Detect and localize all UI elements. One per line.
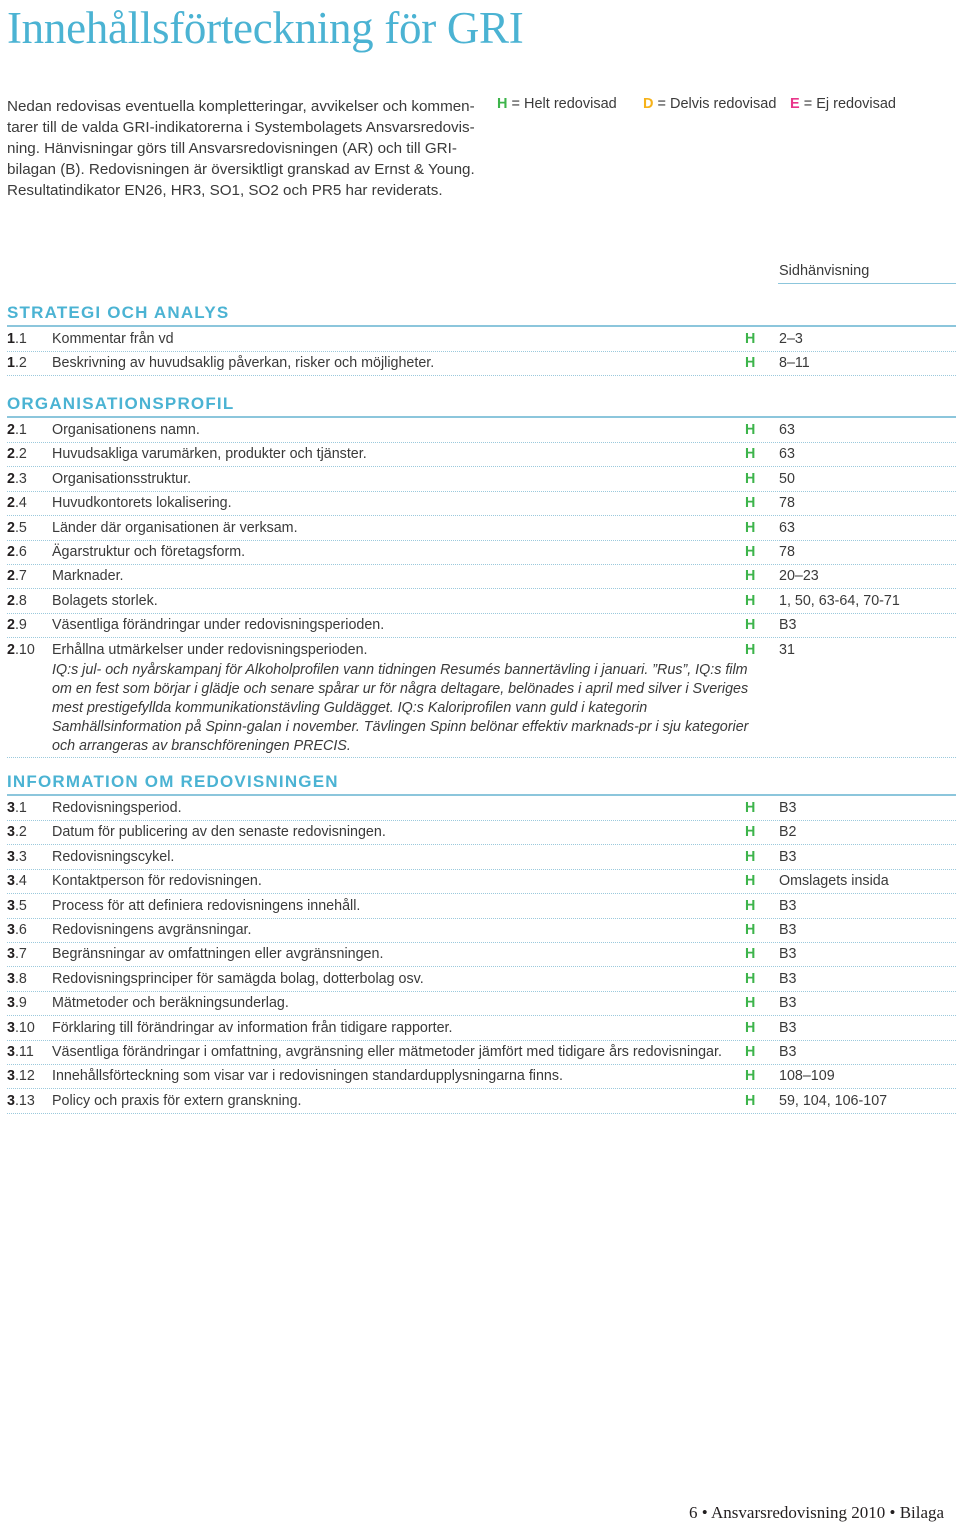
indicator-major: 3	[7, 1092, 15, 1109]
intro-line: bilagan (B). Redovisningen är översiktligt granskad av Ernst & Young.	[7, 161, 475, 178]
indicator-minor: .11	[14, 1044, 34, 1060]
legend-label: = Ej redovisad	[803, 96, 896, 112]
page-reference: B3	[779, 995, 797, 1012]
indicator-major: 3	[7, 946, 15, 963]
indicator-description: Organisationens namn.	[52, 422, 200, 438]
intro-line: ning. Hänvisningar görs till Ansvarsredovisningen (AR) och till GRI-	[7, 140, 457, 157]
indicator-description: Länder där organisationen är verksam.	[52, 519, 298, 536]
indicator-minor: .1	[14, 800, 27, 816]
indicator-minor: .10	[14, 641, 35, 658]
indicator-description: Mätmetoder och beräkningsunderlag.	[52, 995, 289, 1012]
footer-separator: •	[889, 1503, 896, 1522]
indicator-minor: .3	[14, 470, 27, 487]
indicator-number	[7, 824, 27, 840]
index-row	[7, 491, 956, 516]
indicator-number	[7, 471, 27, 487]
indicator-number	[7, 1093, 35, 1109]
indicator-description: Förklaring till förändringar av information från tidigare rapporter.	[52, 1019, 453, 1036]
indicator-minor: .4	[14, 873, 27, 890]
indicator-description: Redovisningsperiod.	[52, 800, 182, 816]
legend-label: = Delvis redovisad	[657, 96, 777, 112]
page-reference: B3	[779, 897, 797, 914]
page-reference: 63	[779, 519, 795, 536]
page-reference: 20–23	[779, 568, 819, 585]
index-row	[7, 845, 956, 870]
legend-label: = Helt redovisad	[511, 96, 617, 112]
index-row	[7, 967, 956, 992]
indicator-number	[7, 544, 27, 560]
status-badge: H	[745, 995, 756, 1012]
index-row	[7, 638, 956, 758]
footer-separator: •	[701, 1503, 708, 1522]
indicator-minor: .8	[14, 592, 27, 609]
page-footer	[689, 1503, 944, 1523]
indicator-number	[7, 800, 27, 816]
indicator-description: Redovisningens avgränsningar.	[52, 922, 252, 938]
indicator-major: 2	[7, 641, 15, 658]
note-line: IQ:s jul- och nyårskampanj för Alkoholprofilen vann tidningen Resumés bannertävling i januari. ”Rus”, IQ:s film	[52, 661, 748, 678]
indicator-description: Innehållsförteckning som visar var i redovisningen standardupplysningarna finns.	[52, 1068, 564, 1085]
indicator-minor: .6	[14, 544, 27, 560]
indicator-major: 2	[7, 617, 15, 634]
index-row	[7, 991, 956, 1016]
index-row	[7, 564, 956, 589]
page-reference: B3	[779, 800, 797, 816]
indicator-description: Redovisningsprinciper för samägda bolag, dotterbolag osv.	[52, 970, 424, 987]
indicator-minor: .5	[14, 519, 27, 536]
indicator-description: Ägarstruktur och företagsform.	[52, 544, 246, 560]
page-reference: B3	[779, 617, 797, 634]
indicator-description: Bolagets storlek.	[52, 592, 158, 609]
indicator-minor: .9	[14, 995, 27, 1012]
page-reference: B3	[779, 1019, 797, 1036]
indicator-number	[7, 1044, 34, 1060]
indicator-major: 3	[7, 848, 15, 865]
note-line: mest prestigefyllda kommunikationstävling Guldägget. IQ:s Kaloriprofilen vann guld i kategorin	[52, 699, 648, 716]
indicator-number	[7, 1020, 35, 1036]
indicator-major: 2	[7, 470, 15, 487]
index-row	[7, 351, 956, 376]
indicator-major: 3	[7, 922, 15, 938]
indicator-minor: .2	[14, 446, 27, 463]
status-badge: H	[745, 592, 756, 609]
indicator-number	[7, 849, 27, 865]
indicator-number	[7, 922, 27, 938]
section-title: ORGANISATIONSPROFIL	[7, 394, 235, 413]
status-badge: H	[745, 1068, 756, 1085]
indicator-description: Kommentar från vd	[52, 331, 174, 347]
status-badge: H	[745, 519, 756, 536]
indicator-minor: .10	[14, 1019, 35, 1036]
page-reference: 2–3	[779, 331, 803, 347]
indicator-note	[52, 661, 752, 756]
status-badge: H	[745, 422, 756, 438]
legend-delvis	[643, 96, 776, 112]
index-row	[7, 418, 956, 443]
index-row	[7, 894, 956, 919]
indicator-minor: .2	[14, 824, 27, 841]
indicator-major: 3	[7, 1044, 15, 1060]
status-badge: H	[745, 641, 756, 658]
indicator-description: Datum för publicering av den senaste redovisningen.	[52, 824, 386, 841]
indicator-minor: .1	[14, 331, 27, 347]
indicator-number	[7, 617, 27, 633]
indicator-minor: .9	[14, 617, 27, 634]
page-reference: B3	[779, 1044, 797, 1060]
indicator-number	[7, 873, 27, 889]
page-reference-header: Sidhänvisning	[779, 263, 870, 279]
status-badge: H	[745, 617, 756, 634]
note-line: och arrangeras av branschföreningen PRECIS.	[52, 737, 351, 754]
indicator-minor: .8	[14, 970, 27, 987]
indicator-description: Väsentliga förändringar i omfattning, avgränsning eller mätmetoder jämfört med tidigare års redovisningar.	[52, 1044, 722, 1060]
indicator-major: 3	[7, 873, 15, 890]
indicator-major: 1	[7, 331, 15, 347]
status-badge: H	[745, 848, 756, 865]
page-reference: 50	[779, 470, 795, 487]
index-row	[7, 442, 956, 467]
note-line: Samhällsinformation på Spinn-galan i november. Tävlingen Spinn belönar effektiv marknads-pr i sju kategorier	[52, 718, 749, 735]
page-title: Innehållsförteckning för GRI	[7, 3, 524, 53]
legend-code: H	[497, 96, 508, 112]
status-badge: H	[745, 873, 756, 890]
indicator-number	[7, 331, 27, 347]
footer-part: Bilaga	[899, 1503, 945, 1522]
status-badge: H	[745, 1092, 756, 1109]
indicator-major: 2	[7, 592, 15, 609]
indicator-description: Väsentliga förändringar under redovisningsperioden.	[52, 617, 385, 634]
page-reference: 63	[779, 446, 795, 463]
intro-line: Resultatindikator EN26, HR3, SO1, SO2 och PR5 har reviderats.	[7, 182, 443, 199]
status-badge: H	[745, 495, 756, 512]
indicator-minor: .2	[14, 355, 27, 372]
status-badge: H	[745, 544, 756, 560]
indicator-minor: .4	[14, 495, 27, 512]
section-title: INFORMATION OM REDOVISNINGEN	[7, 772, 339, 791]
page-reference: B3	[779, 848, 797, 865]
index-row	[7, 869, 956, 894]
page-reference: 78	[779, 495, 795, 512]
indicator-number	[7, 898, 27, 914]
index-row	[7, 1064, 956, 1089]
status-badge: H	[745, 970, 756, 987]
index-row	[7, 942, 956, 967]
status-badge: H	[745, 824, 756, 841]
indicator-number	[7, 593, 27, 609]
indicator-major: 2	[7, 495, 15, 512]
status-badge: H	[745, 355, 756, 372]
indicator-number	[7, 422, 27, 438]
status-badge: H	[745, 1044, 756, 1060]
indicator-description: Huvudsakliga varumärken, produkter och tjänster.	[52, 446, 367, 463]
indicator-number	[7, 1068, 35, 1084]
index-row	[7, 820, 956, 845]
indicator-description: Huvudkontorets lokalisering.	[52, 495, 232, 512]
status-badge: H	[745, 922, 756, 938]
page-reference: 8–11	[779, 355, 810, 372]
indicator-minor: .5	[14, 897, 27, 914]
indicator-description: Kontaktperson för redovisningen.	[52, 873, 262, 890]
section-title: STRATEGI OCH ANALYS	[7, 303, 230, 322]
page-reference: B3	[779, 970, 797, 987]
indicator-number	[7, 568, 27, 584]
indicator-major: 1	[7, 355, 15, 372]
page-reference: 1, 50, 63-64, 70-71	[779, 592, 900, 609]
indicator-number	[7, 495, 27, 511]
indicator-description: Erhållna utmärkelser under redovisningsperioden.	[52, 641, 368, 658]
indicator-description: Beskrivning av huvudsaklig påverkan, risker och möjligheter.	[52, 355, 435, 372]
page-reference: B3	[779, 946, 797, 963]
status-badge: H	[745, 946, 756, 963]
status-badge: H	[745, 800, 756, 816]
header-divider	[778, 283, 956, 284]
status-badge: H	[745, 897, 756, 914]
page-reference: 78	[779, 544, 795, 560]
page-reference: Omslagets insida	[779, 873, 889, 890]
index-row	[7, 796, 956, 821]
indicator-number	[7, 520, 27, 536]
status-badge: H	[745, 470, 756, 487]
index-row	[7, 516, 956, 541]
indicator-minor: .1	[14, 422, 27, 438]
intro-line: tarer till de valda GRI-indikatorerna i Systembolagets Ansvarsredovis-	[7, 119, 475, 136]
intro-text	[7, 96, 477, 201]
page-reference: B2	[779, 824, 797, 841]
indicator-major: 2	[7, 544, 15, 560]
indicator-description: Organisationsstruktur.	[52, 470, 192, 487]
legend-code: E	[790, 96, 800, 112]
page-reference: 108–109	[779, 1068, 835, 1085]
indicator-major: 2	[7, 446, 15, 463]
page-reference: 31	[779, 641, 795, 658]
indicator-major: 3	[7, 970, 15, 987]
indicator-major: 2	[7, 519, 15, 536]
index-row	[7, 1089, 956, 1114]
footer-document-title: Ansvarsredovisning 2010	[711, 1503, 886, 1522]
status-badge: H	[745, 446, 756, 463]
indicator-description: Begränsningar av omfattningen eller avgränsningen.	[52, 946, 384, 963]
indicator-description: Policy och praxis för extern granskning.	[52, 1092, 302, 1109]
page-reference: 63	[779, 422, 795, 438]
status-badge: H	[745, 331, 756, 347]
index-row	[7, 327, 956, 352]
legend-ej	[790, 96, 896, 112]
indicator-major: 2	[7, 568, 15, 585]
legend-helt	[497, 96, 617, 112]
indicator-minor: .7	[14, 568, 27, 585]
indicator-major: 3	[7, 897, 15, 914]
indicator-description: Marknader.	[52, 568, 124, 585]
indicator-description: Process för att definiera redovisningens innehåll.	[52, 897, 361, 914]
indicator-number	[7, 446, 27, 462]
status-badge: H	[745, 1019, 756, 1036]
indicator-major: 2	[7, 422, 15, 438]
indicator-minor: .6	[14, 922, 27, 938]
indicator-minor: .3	[14, 848, 27, 865]
indicator-minor: .12	[14, 1068, 35, 1085]
indicator-description: Redovisningscykel.	[52, 848, 175, 865]
indicator-number	[7, 642, 35, 658]
indicator-number	[7, 971, 27, 987]
page-reference: B3	[779, 922, 797, 938]
status-badge: H	[745, 568, 756, 585]
indicator-major: 3	[7, 995, 15, 1012]
page-reference: 59, 104, 106-107	[779, 1092, 888, 1109]
indicator-major: 3	[7, 1068, 15, 1085]
indicator-major: 3	[7, 1019, 15, 1036]
indicator-major: 3	[7, 824, 15, 841]
legend-code: D	[643, 96, 654, 112]
footer-page-number: 6	[689, 1503, 698, 1522]
indicator-major: 3	[7, 800, 15, 816]
index-row	[7, 467, 956, 492]
indicator-minor: .13	[14, 1092, 35, 1109]
index-row	[7, 613, 956, 638]
index-row	[7, 918, 956, 943]
index-row	[7, 1016, 956, 1041]
note-line: om en fest som börjar i glädje och senare spårar ur för några deltagare, belönades i april med silver i Sveriges	[52, 680, 749, 697]
index-row	[7, 540, 956, 565]
indicator-number	[7, 995, 27, 1011]
index-row	[7, 589, 956, 614]
intro-line: Nedan redovisas eventuella kompletteringar, avvikelser och kommen-	[7, 98, 475, 115]
indicator-number	[7, 946, 27, 962]
index-row	[7, 1040, 956, 1065]
indicator-minor: .7	[14, 946, 27, 963]
indicator-number	[7, 355, 27, 371]
